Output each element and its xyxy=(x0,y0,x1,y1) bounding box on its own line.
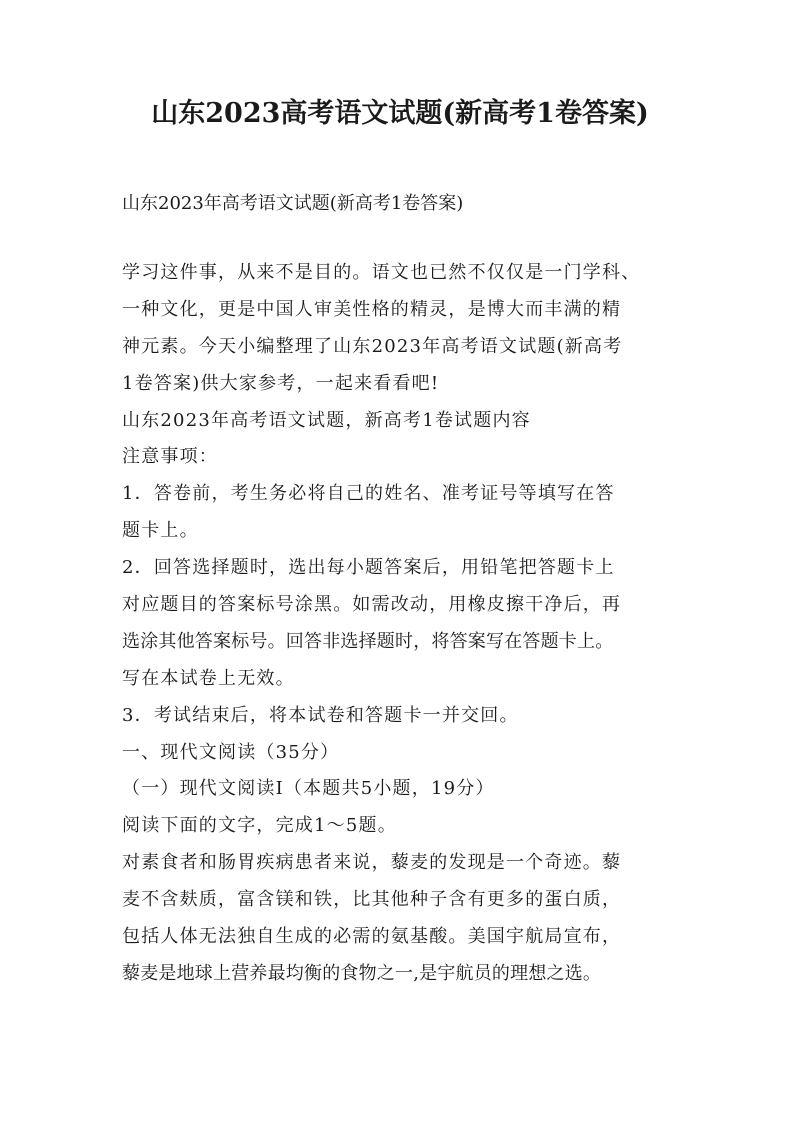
body-line: 学习这件事，从来不是目的。语文也已然不仅仅是一门学科、 xyxy=(122,262,641,283)
notice-item-2-cont: 选涂其他答案标号。回答非选择题时，将答案写在答题卡上。 xyxy=(122,630,614,652)
notice-heading: 注意事项： xyxy=(122,446,218,468)
document-body xyxy=(122,255,694,993)
document-title: 山东2023高考语文试题(新高考1卷答案) xyxy=(151,98,649,129)
notice-item-1: 1．答卷前，考生务必将自己的姓名、准考证号等填写在答 xyxy=(122,483,615,505)
body-line: 神元素。今天小编整理了山东2023年高考语文试题(新高考 xyxy=(122,335,623,357)
document-subtitle: 山东2023年高考语文试题(新高考1卷答案) xyxy=(122,193,464,214)
body-line: 1卷答案)供大家参考，一起来看看吧! xyxy=(122,372,440,394)
passage-line: 藜麦是地球上营养最均衡的食物之一,是宇航员的理想之选。 xyxy=(122,962,602,984)
instruction-line: 阅读下面的文字，完成1～5题。 xyxy=(122,815,397,837)
body-line: 一种文化，更是中国人审美性格的精灵，是博大而丰满的精 xyxy=(122,298,622,320)
notice-item-1-cont: 题卡上。 xyxy=(122,520,199,542)
subsection-heading: （一）现代文阅读I（本题共5小题，19分） xyxy=(122,778,495,800)
passage-line: 对素食者和肠胃疾病患者来说，藜麦的发现是一个奇迹。藜 xyxy=(122,852,622,874)
notice-item-2: 2．回答选择题时，选出每小题答案后，用铅笔把答题卡上 xyxy=(122,557,615,579)
passage-line: 包括人体无法独自生成的必需的氨基酸。美国宇航局宣布， xyxy=(122,926,622,948)
passage-line: 麦不含麸质，富含镁和铁，比其他种子含有更多的蛋白质， xyxy=(122,889,622,911)
notice-item-3: 3．考试结束后，将本试卷和答题卡一并交回。 xyxy=(122,704,519,726)
notice-item-2-cont: 写在本试卷上无效。 xyxy=(122,667,295,689)
section-heading: 一、现代文阅读（35分） xyxy=(122,741,340,763)
notice-item-2-cont: 对应题目的答案标号涂黑。如需改动，用橡皮擦干净后，再 xyxy=(122,594,622,616)
body-line: 山东2023年高考语文试题，新高考1卷试题内容 xyxy=(122,409,531,431)
